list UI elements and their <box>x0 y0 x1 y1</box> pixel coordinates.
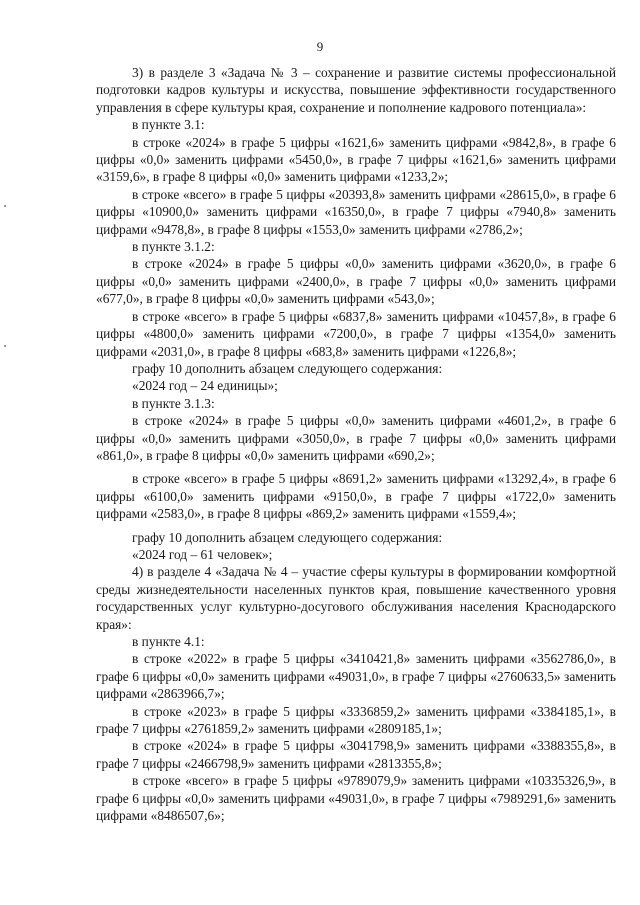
paragraph-4-1-row-2023: в строке «2023» в графе 5 цифры «3336859,2» заменить цифрами «3384185,1», в графе 7 цифры «2761859,2» заменить цифрами «2809185,1»; <box>96 703 616 737</box>
document-body <box>96 64 616 824</box>
paragraph-section-3: 3) в разделе 3 «Задача № 3 – сохранение и развитие системы профессиональной подготовки кадров культуры и искусства, повышение эффективности государственного управления в сфере культуры края, сохранение и пополнение кадрового потенциала»: <box>96 65 616 115</box>
paragraph-3-1-2-row-2024: в строке «2024» в графе 5 цифры «0,0» заменить цифрами «3620,0», в графе 6 цифры «0,0» заменить цифрами «2400,0», в графе 7 цифры «0,0» заменить цифрами «677,0», в графе 8 цифры «0,0» заменить цифрами «543,0»; <box>96 256 616 307</box>
paragraph-column-10-note-2: графу 10 дополнить абзацем следующего содержания: <box>132 529 443 545</box>
paragraph-3-1-row-total: в строке «всего» в графе 5 цифры «20393,8» заменить цифрами «28615,0», в графе 6 цифры «10900,0» заменить цифрами «16350,0», в графе 7 цифры «7940,8» заменить цифрами «9478,8», в графе 8 цифры «1553,0» заменить цифрами «2786,2»; <box>96 186 616 237</box>
paragraph-4-1-row-2024: в строке «2024» в графе 5 цифры «3041798,9» заменить цифрами «3388355,8», в графе 7 цифры «2466798,9» заменить цифрами «2813355,8»; <box>96 738 616 771</box>
paragraph-item-3-1-2: в пункте 3.1.2: <box>132 239 215 255</box>
scan-speck <box>4 345 6 347</box>
paragraph-item-3-1: в пункте 3.1: <box>132 117 205 133</box>
paragraph-3-1-3-row-2024: в строке «2024» в графе 5 цифры «0,0» заменить цифрами «4601,2», в графе 6 цифры «0,0» заменить цифрами «3050,0», в графе 7 цифры «0,0» заменить цифрами «861,0», в графе 8 цифры «0,0» заменить цифрами «690,2»; <box>96 413 616 463</box>
paragraph-item-3-1-3: в пункте 3.1.3: <box>132 395 215 411</box>
paragraph-item-4-1: в пункте 4.1: <box>132 634 205 649</box>
paragraph-4-1-row-total: в строке «всего» в графе 5 цифры «9789079,9» заменить цифрами «10335326,9», в графе 6 цифры «0,0» заменить цифрами «49031,0», в графе 7 цифры «7989291,6» заменить цифрами «8486507,6»; <box>96 773 616 824</box>
paragraph-3-1-2-row-total: в строке «всего» в графе 5 цифры «6837,8» заменить цифрами «10457,8», в графе 6 цифры «4800,0» заменить цифрами «7200,0», в графе 7 цифры «1354,0» заменить цифрами «2031,0», в графе 8 цифры «683,8» заменить цифрами «1226,8»; <box>96 308 616 359</box>
paragraph-section-4: 4) в разделе 4 «Задача № 4 – участие сферы культуры в формировании комфортной среды жизнедеятельности населенных пунктов края, повышение качественного уровня государственных услуг культурно-досугового обслуживания населения Краснодарского края»: <box>96 564 616 632</box>
scan-speck <box>4 205 6 207</box>
paragraph-3-1-row-2024: в строке «2024» в графе 5 цифры «1621,6» заменить цифрами «9842,8», в графе 6 цифры «0,0» заменить цифрами «5450,0», в графе 7 цифры «1621,6» заменить цифрами «3159,6», в графе 8 цифры «0,0» заменить цифрами «1233,2»; <box>96 134 616 185</box>
paragraph-column-10-value: «2024 год – 24 единицы»; <box>132 378 278 394</box>
page-number: 9 <box>316 39 324 54</box>
paragraph-column-10-note: графу 10 дополнить абзацем следующего содержания: <box>132 360 443 376</box>
paragraph-4-1-row-2022: в строке «2022» в графе 5 цифры «3410421,8» заменить цифрами «3562786,0», в графе 6 цифры «0,0» заменить цифрами «49031,0», в графе 7 цифры «2760633,5» заменить цифрами «2863966,7»; <box>96 651 616 702</box>
paragraph-column-10-value-2: «2024 год – 61 человек»; <box>132 546 273 562</box>
paragraph-3-1-3-row-total: в строке «всего» в графе 5 цифры «8691,2» заменить цифрами «13292,4», в графе 6 цифры «6100,0» заменить цифрами «9150,0», в графе 7 цифры «1722,0» заменить цифрами «2583,0», в графе 8 цифры «869,2» заменить цифрами «1559,4»; <box>96 471 616 522</box>
